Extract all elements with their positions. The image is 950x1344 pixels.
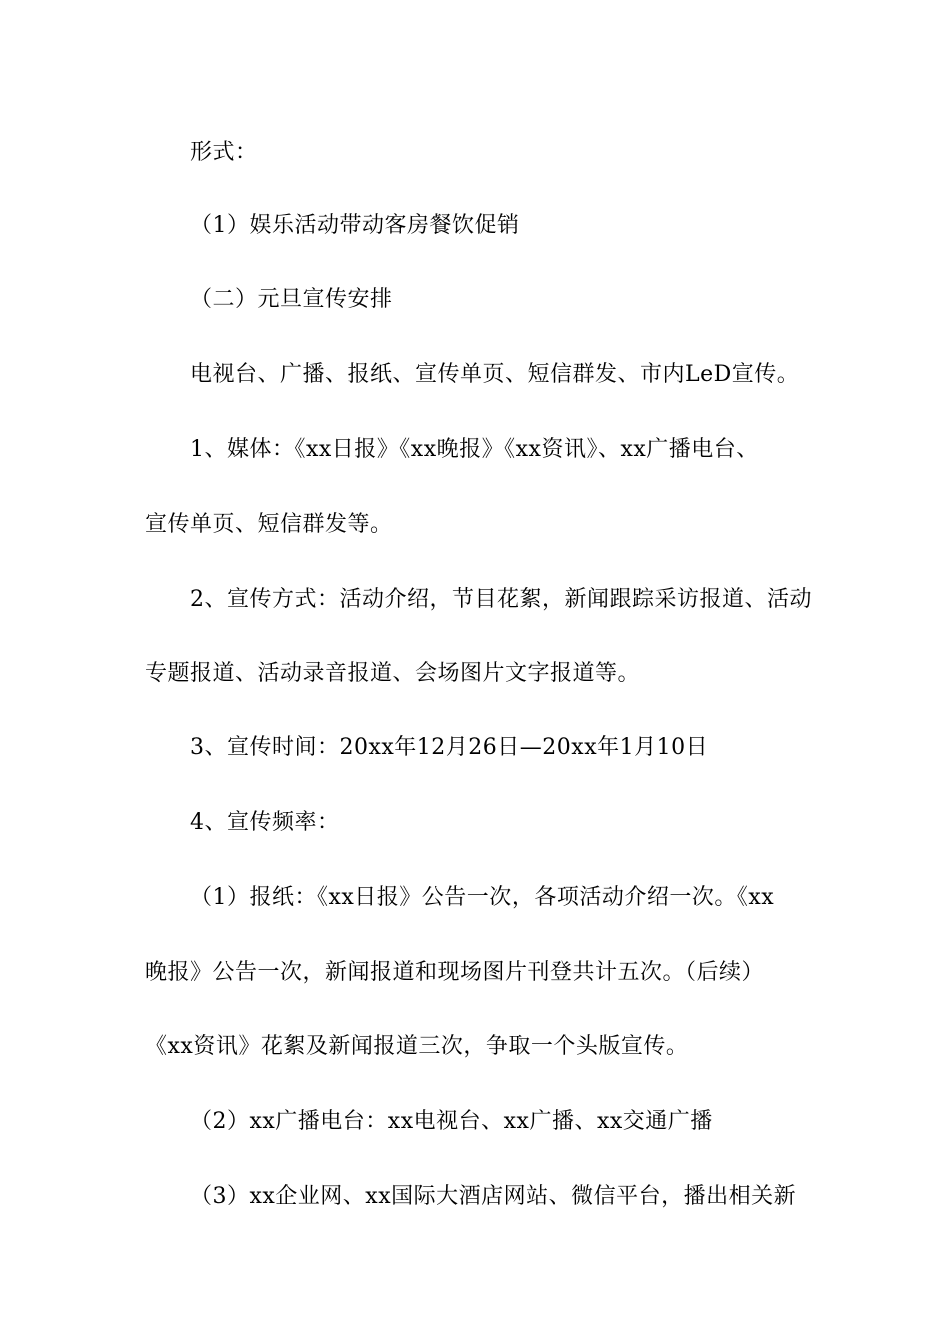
- text-line-form-heading: 形式：: [190, 140, 258, 165]
- text-line-method: 2、宣传方式：活动介绍，节目花絮，新闻跟踪采访报道、活动: [190, 587, 812, 612]
- section-heading-promotion: （二）元旦宣传安排: [190, 287, 393, 312]
- text-line-media-cont: 宣传单页、短信群发等。: [145, 512, 393, 537]
- text-line-newsletter: 《xx资讯》花絮及新闻报道三次，争取一个头版宣传。: [145, 1034, 689, 1059]
- text-line-radio: （2）xx广播电台：xx电视台、xx广播、xx交通广播: [190, 1109, 713, 1134]
- text-line-frequency: 4、宣传频率：: [190, 810, 340, 835]
- text-line-web: （3）xx企业网、xx国际大酒店网站、微信平台，播出相关新: [190, 1184, 797, 1209]
- text-line-newspaper: （1）报纸：《xx日报》公告一次，各项活动介绍一次。《xx: [190, 885, 775, 910]
- text-line-media: 1、媒体：《xx日报》《xx晚报》《xx资讯》、xx广播电台、: [190, 437, 759, 462]
- text-line-newspaper-cont: 晚报》公告一次，新闻报道和现场图片刊登共计五次。（后续）: [145, 960, 765, 985]
- text-line-entertainment: （1）娱乐活动带动客房餐饮促销: [190, 213, 520, 238]
- text-line-method-cont: 专题报道、活动录音报道、会场图片文字报道等。: [145, 661, 641, 686]
- text-line-time: 3、宣传时间：20xx年12月26日—20xx年1月10日: [190, 735, 709, 760]
- text-line-channels: 电视台、广播、报纸、宣传单页、短信群发、市内LeD宣传。: [190, 362, 800, 387]
